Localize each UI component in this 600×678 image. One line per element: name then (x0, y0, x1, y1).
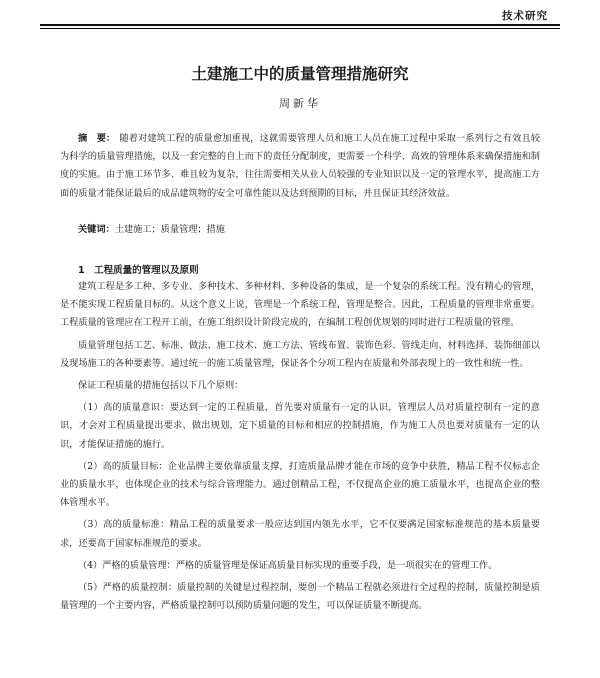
header-rule (40, 24, 560, 29)
body-paragraph: （2）高的质量目标：企业品牌主要依靠质量支撑，打造质量品牌才能在市场的竞争中获胜，精品工程不仅标志企业的质量水平，也体现企业的技术与综合管理能力。通过创精品工程，不仅提高企业的施工质量水平，也提高企业的整体管理水平。 (60, 460, 540, 509)
body-paragraph: 建筑工程是多工种、多专业、多种技术、多种材料、多种设备的集成，是一个复杂的系统工程。没有精心的管理，是不能实现工程质量目标的。从这个意义上说，管理是一个系统工程，管理是整合。因此，工程质量的管理非常重要。工程质量的管理应在工程开工前，在施工组织设计阶段完成的，在编制工程创优规划的同时进行工程质量的管理。 (60, 281, 540, 329)
body-paragraph: 保证工程质量的措施包括以下几个原则： (78, 380, 244, 392)
abstract (60, 130, 540, 203)
article-author: 周新华 (279, 97, 321, 110)
body-paragraph: （4）严格的质量管理：严格的质量管理是保证高质量目标实现的重要手段，是一项很实在的管理工作。 (78, 559, 498, 571)
body-paragraph: （1）高的质量意识：要达到一定的工程质量，首先要对质量有一定的认识，管理层人员对质量控制有一定的意识，才会对工程质量提出要求、做出规划，定下质量的目标和相应的控制措施，作为施工人员也要对质量有一定的认识，才能保证措施的施行。 (60, 402, 540, 450)
abstract-label: 摘 要： (78, 133, 116, 144)
body-paragraph: 质量管理包括工艺、标准、做法、施工技术、施工方法、管线布置、装饰色彩、管线走向、材料选择、装饰细部以及现场施工的各种要素等。通过统一的施工质量管理，保证各个分项工程内在质量和外部表现上的一致性和统一性。 (60, 339, 540, 369)
body-paragraph: （3）高的质量标准：精品工程的质量要求一般应达到国内领先水平，它不仅要满足国家标准规范的基本质量要求，还要高于国家标准规范的要求。 (60, 519, 540, 549)
section-heading: 1 工程质量的管理以及原则 (78, 265, 199, 276)
keywords-text: 土建施工；质量管理；措施 (114, 224, 225, 235)
article-body (60, 278, 540, 619)
keywords-label: 关键词： (78, 224, 115, 235)
abstract-text: 随着对建筑工程的质量愈加重视，这就需要管理人员和施工人员在施工过程中采取一系列行之有效且较为科学的质量管理措施，以及一套完整的自上而下的责任分配制度，更需要一个科学、高效的管理体系来确保措施和制度的实施。由于施工环节多、难且较为复杂，往往需要相关从业人员较强的专业知识以及一定的管理水平，提高施工方面的质量才能保证最后的成品建筑物的安全可靠性能以及达到预期的目标，并且保证其经济效益。 (60, 133, 541, 199)
section-tag: 技术研究 (502, 10, 548, 22)
keywords (78, 222, 225, 238)
body-paragraph: （5）严格的质量控制：质量控制的关键是过程控制，要创一个精品工程就必须进行全过程的控制，质量控制是质量管理的一个主要内容，严格质量控制可以预防质量问题的发生，可以保证质量不断提高。 (60, 582, 540, 612)
article-title: 土建施工中的质量管理措施研究 (191, 65, 409, 83)
